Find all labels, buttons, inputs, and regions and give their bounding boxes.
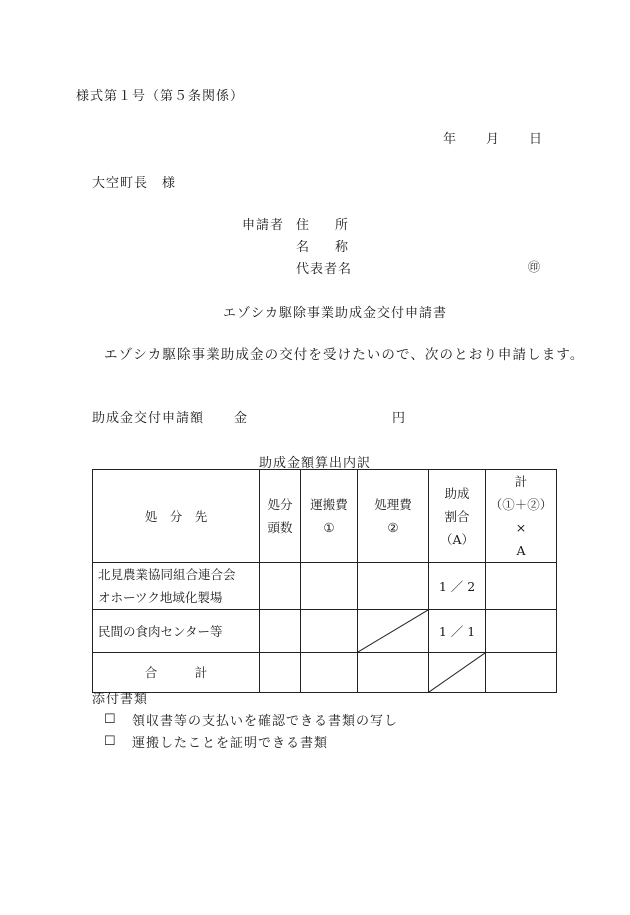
header-ratio-line: 割合	[444, 508, 470, 524]
row-destination-line: 北見農業協同組合連合会	[98, 567, 236, 582]
date-month-label: 月	[486, 132, 500, 147]
row-destination	[93, 610, 260, 653]
checkbox[interactable]: ☐	[104, 712, 117, 727]
application-statement: エゾシカ駆除事業助成金の交付を受けたいので、次のとおり申請します。	[104, 347, 585, 363]
table-caption: 助成金額算出内訳	[259, 456, 372, 471]
header-total-line: （①＋②）×	[489, 497, 553, 535]
amount-label: 助成金交付申請額	[92, 411, 205, 426]
attachment-text: 領収書等の支払いを確認できる書類の写し	[132, 714, 399, 729]
header-total-line: A	[516, 543, 526, 558]
count-cell	[260, 563, 301, 610]
header-ratio	[429, 470, 486, 563]
processing-cell	[358, 653, 429, 693]
count-cell	[260, 610, 301, 653]
applicant-name-label: 名 称	[296, 240, 349, 255]
diagonal-strike	[358, 610, 428, 652]
header-transport	[301, 470, 358, 563]
row-destination-line: 民間の食肉センター等	[98, 623, 223, 639]
date-year-label: 年	[443, 132, 457, 147]
header-processing	[358, 470, 429, 563]
attachment-item	[104, 732, 328, 751]
count-cell	[260, 653, 301, 693]
total-cell	[486, 653, 557, 693]
header-ratio-line: 助成	[444, 485, 470, 501]
row-destination	[93, 563, 260, 610]
header-count-line: 頭数	[267, 520, 293, 535]
amount-prefix: 金	[234, 411, 248, 426]
header-count-line: 処分	[267, 497, 293, 512]
table-row	[93, 610, 557, 653]
header-count	[260, 470, 301, 563]
transport-cell	[301, 610, 358, 653]
form-number: 様式第１号（第５条関係）	[76, 89, 245, 104]
row-destination-line: オホーツク地域化製場	[98, 590, 223, 605]
header-processing-line: 処理費	[374, 497, 412, 512]
header-total	[486, 470, 557, 563]
processing-cell-na	[358, 610, 429, 653]
header-transport-line: 運搬費	[310, 497, 348, 512]
attachment-item	[104, 710, 398, 729]
attachments-heading: 添付書類	[92, 692, 149, 707]
ratio-cell-na	[429, 653, 486, 693]
addressee: 大空町長 様	[92, 176, 177, 191]
table-row	[93, 563, 557, 610]
total-cell	[486, 610, 557, 653]
document-title: エゾシカ駆除事業助成金交付申請書	[223, 306, 448, 321]
total-cell	[486, 563, 557, 610]
applicant-address-label: 住 所	[296, 218, 349, 233]
checkbox[interactable]: ☐	[104, 734, 117, 749]
header-total-line: 計	[514, 474, 528, 489]
table-total-row	[93, 653, 557, 693]
amount-unit: 円	[392, 411, 406, 426]
attachment-text: 運搬したことを証明できる書類	[132, 736, 329, 751]
transport-cell	[301, 653, 358, 693]
diagonal-strike	[429, 653, 485, 692]
total-row-label: 合 計	[93, 653, 260, 693]
breakdown-table	[92, 469, 557, 693]
header-ratio-line: （A）	[439, 531, 475, 547]
ratio-cell: 1 ／ 1	[429, 610, 486, 653]
processing-cell	[358, 563, 429, 610]
header-transport-line: ①	[323, 520, 335, 535]
header-processing-line: ②	[387, 520, 399, 535]
date-day-label: 日	[529, 132, 543, 147]
transport-cell	[301, 563, 358, 610]
ratio-cell: 1 ／ 2	[429, 563, 486, 610]
table-header-row	[93, 470, 557, 563]
seal-mark: ㊞	[528, 260, 541, 274]
header-destination: 処 分 先	[93, 470, 260, 563]
applicant-representative-label: 代表者名	[296, 262, 353, 277]
applicant-role-label: 申請者	[242, 218, 285, 233]
